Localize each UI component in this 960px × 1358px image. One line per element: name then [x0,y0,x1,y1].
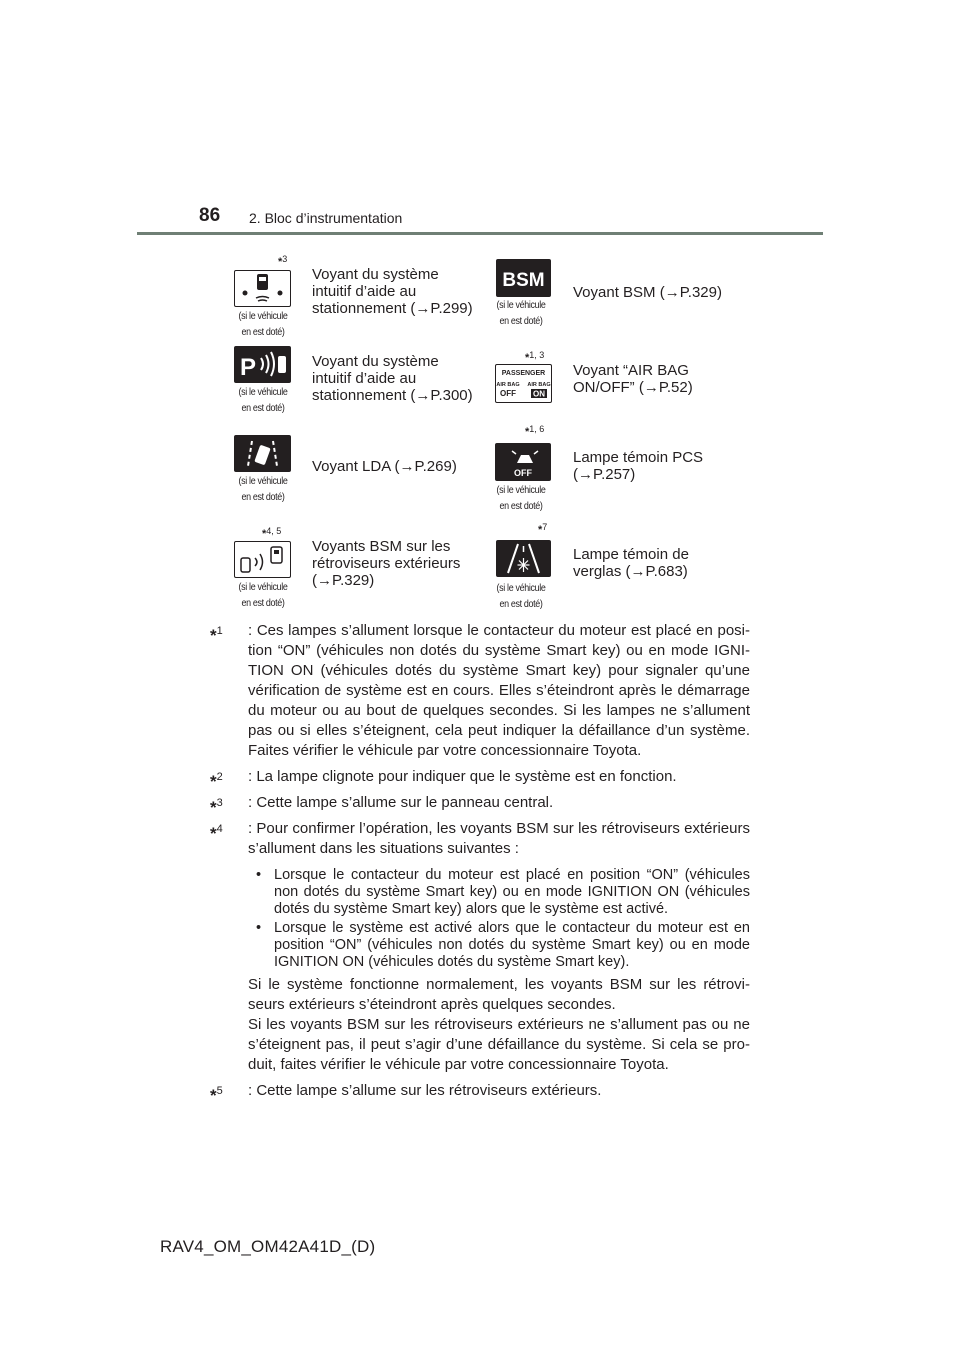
passenger-airbag-icon [495,364,552,403]
svg-text:AIR BAG: AIR BAG [527,382,551,388]
header-rule [137,232,823,235]
paragraph: Si le système fonctionne normalement, les voyants BSM sur les rétrovi-seurs extérieurs s’éteindront après quelques secondes. [248,976,750,1013]
road-ice-icon [496,540,551,577]
parking-sensor-p-icon [234,346,291,383]
bsm-mirror-icon [234,541,291,578]
note-reference: *$^{1, 6}$ [525,424,545,438]
list-item: • Lorsque le système est activé alors que le contacteur du moteur est en position “ON” (véhicules non dotés du système Smart key) ou en mode IGNITION ON (véhicules dotés du système Smart key). [256,920,750,970]
footnote: *$^5$ : Cette lampe s’allume sur les rétroviseurs extérieurs. [210,1082,602,1105]
equipment-caption: (si le véhicule en est doté) [238,386,288,414]
footnote-marker: *$^3$ [210,797,223,817]
chapter-title: 2. Bloc d’instrumentation [249,210,403,226]
pcs-off-icon [495,443,551,481]
svg-text:P: P [239,354,257,381]
svg-text:OFF: OFF [514,468,532,478]
footnote-marker: *$^4$ [210,823,223,843]
equipment-caption: (si le véhicule en est doté) [238,581,288,609]
bsm-icon [496,259,551,297]
footnote: *$^2$ : La lampe clignote pour indiquer que le système est en fonction. [210,768,677,791]
indicator-description: Lampe témoin PCS (→P.257) [573,449,704,483]
indicator-description: Voyant BSM (→P.329) [573,284,722,301]
equipment-caption: (si le véhicule en est doté) [238,475,288,503]
svg-text:PASSENGER: PASSENGER [501,370,546,377]
footnote-marker: *$^2$ [210,771,223,791]
svg-text:ON: ON [533,389,545,399]
indicator-description: Voyant du système intuitif d’aide au stationnement (→P.299) [312,266,473,317]
equipment-caption: (si le véhicule en est doté) [496,582,546,610]
svg-text:AIR BAG: AIR BAG [496,382,520,388]
footnote: *$^3$ : Cette lampe s’allume sur le panneau central. [210,794,554,817]
footnote-marker: *$^1$ [210,625,223,645]
lane-departure-icon [234,435,291,472]
indicator-description: Voyant LDA (→P.269) [312,458,457,475]
footnote: *$^4$ : Pour confirmer l’opération, les voyants BSM sur les rétroviseurs extérieurs s’allument dans les situations suivantes : • Lorsque le contacteur du moteur est placé en position “ON” (véhicules non dotés du système Smart key) ou en mode IGNITION ON (véhicules dotés du système Smart key) alors que le système est activé. • Lorsque le système est activé alors que le contacteur du moteur est en position “ON” (véhicules non dotés du système Smart key) ou en mode IGNITION ON (véhicules dotés du système Smart key). Si le système fonctionne normalement, les voyants BSM sur les rétrovi-seurs extérieurs s’éteindront après quelques secondes. Si les voyants BSM sur les rétroviseurs extérieurs ne s’allument pas ou ne s’éteignent pas, il peut s’agir d’une défaillance du système. Si cela se pro-duit, faites vérifier le véhicule par votre concessionnaire Toyota. [210,820,750,1073]
indicator-description: Lampe témoin de verglas (→P.683) [573,546,689,580]
parking-sensor-outline-icon [234,270,291,307]
equipment-caption: (si le véhicule en est doté) [496,299,546,327]
paragraph: Si les voyants BSM sur les rétroviseurs extérieurs ne s’allument pas ou ne s’éteignent pas, il peut s’agir d’une défaillance du système. Si cela se pro-duit, faites vérifier le véhicule par votre concessionnaire Toyota. [248,1016,750,1073]
bullet-list [248,867,750,971]
note-reference: *$^{1, 3}$ [525,350,545,364]
indicator-description: Voyant “AIR BAG ON/OFF” (→P.52) [573,362,693,396]
indicator-description: Voyant du système intuitif d’aide au stationnement (→P.300) [312,353,473,404]
note-reference: *$^3$ [278,254,288,268]
note-reference: *$^7$ [538,522,548,536]
equipment-caption: (si le véhicule en est doté) [496,484,546,512]
note-reference: *$^{4, 5}$ [262,526,282,540]
footnote: *$^1$ : Ces lampes s’allument lorsque le contacteur du moteur est placé en posi-tion “ON” (véhicules non dotés du système Smart key) ou en mode IGNI-TION ON (véhicules dotés du système Smart key) pour signaler qu’une vérification de système est en cours. Elles s’éteindront après le démarrage du moteur ou au bout de quelques secondes. Si les lampes ne s’allument pas ou si elles s’éteignent, cela peut indiquer la défaillance d’un système. Faites vérifier le véhicule par votre concessionnaire Toyota. [210,622,750,759]
equipment-caption: (si le véhicule en est doté) [238,310,288,338]
document-code: RAV4_OM_OM42A41D_(D) [160,1237,376,1256]
svg-text:BSM: BSM [502,270,545,291]
footnotes [210,621,750,1107]
footnote-marker: *$^5$ [210,1085,223,1105]
list-item: • Lorsque le contacteur du moteur est placé en position “ON” (véhicules non dotés du système Smart key) ou en mode IGNITION ON (véhicules dotés du système Smart key) alors que le système est activé. [256,867,750,917]
indicator-description: Voyants BSM sur les rétroviseurs extérieurs (→P.329) [312,538,461,589]
page-number: 86 [199,205,221,226]
svg-text:OFF: OFF [500,389,516,398]
